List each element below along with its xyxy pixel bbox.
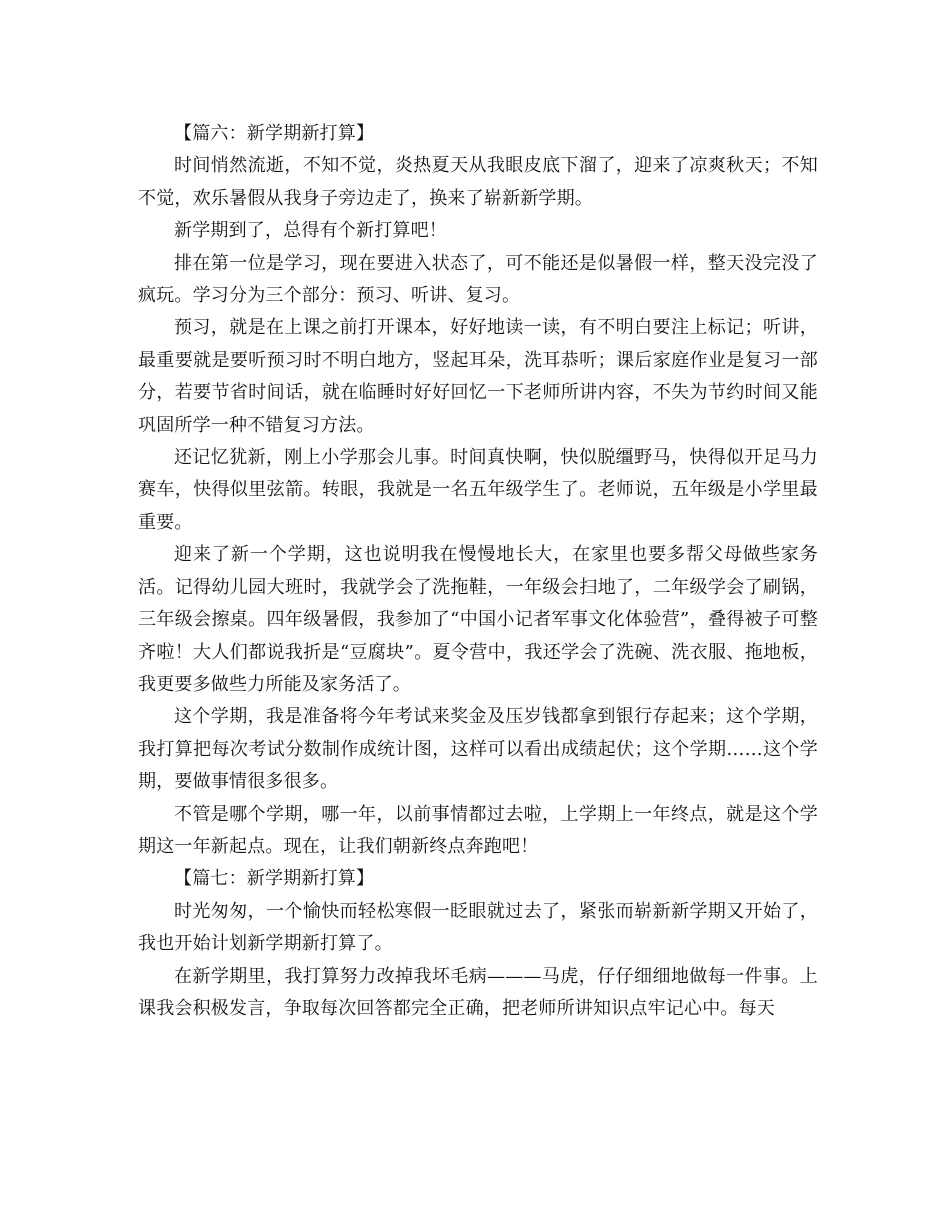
paragraph: 排在第一位是学习，现在要进入状态了，可不能还是似暑假一样，整天没完没了疯玩。学习分为三个部分：预习、听讲、复习。 (138, 252, 818, 307)
document-page (138, 118, 818, 1025)
paragraph: 预习，就是在上课之前打开课本，好好地读一读，有不明白要注上标记；听讲，最重要就是要听预习时不明白地方，竖起耳朵，洗耳恭听；课后家庭作业是复习一部分，若要节省时间话，就在临睡时好好回忆一下老师所讲内容，不失为节约时间又能巩固所学一种不错复习方法。 (138, 317, 818, 436)
section-heading: 【篇七：新学期新打算】 (174, 868, 375, 890)
paragraph: 时光匆匆，一个愉快而轻松寒假一眨眼就过去了，紧张而崭新新学期又开始了，我也开始计划新学期新打算了。 (138, 900, 818, 955)
paragraph: 新学期到了，总得有个新打算吧！ (174, 220, 447, 242)
paragraph: 不管是哪个学期，哪一年，以前事情都过去啦，上学期上一年终点，就是这个学期这一年新起点。现在，让我们朝新终点奔跑吧！ (138, 803, 818, 857)
paragraph: 时间悄然流逝，不知不觉，炎热夏天从我眼皮底下溜了，迎来了凉爽秋天；不知不觉，欢乐暑假从我身子旁边走了，换来了崭新新学期。 (138, 155, 818, 209)
paragraph: 迎来了新一个学期，这也说明我在慢慢地长大，在家里也要多帮父母做些家务活。记得幼儿园大班时，我就学会了洗拖鞋，一年级会扫地了，二年级学会了刷锅，三年级会擦桌。四年级暑假，我参加了“中国小记者军事文化体验营”，叠得被子可整齐啦！大人们都说我折是“豆腐块”。夏令营中，我还学会了洗碗、洗衣服、拖地板，我更要多做些力所能及家务活了。 (138, 544, 818, 695)
paragraph: 这个学期，我是准备将今年考试来奖金及压岁钱都拿到银行存起来；这个学期，我打算把每次考试分数制作成统计图，这样可以看出成绩起伏；这个学期……这个学期，要做事情很多很多。 (138, 706, 818, 793)
paragraph: 还记忆犹新，刚上小学那会儿事。时间真快啊，快似脱缰野马，快得似开足马力赛车，快得似里弦箭。转眼，我就是一名五年级学生了。老师说，五年级是小学里最重要。 (138, 447, 818, 533)
section-heading: 【篇六：新学期新打算】 (174, 123, 375, 144)
paragraph: 在新学期里，我打算努力改掉我坏毛病———马虎，仔仔细细地做每一件事。上课我会积极发言，争取每次回答都完全正确，把老师所讲知识点牢记心中。每天 (138, 965, 818, 1019)
